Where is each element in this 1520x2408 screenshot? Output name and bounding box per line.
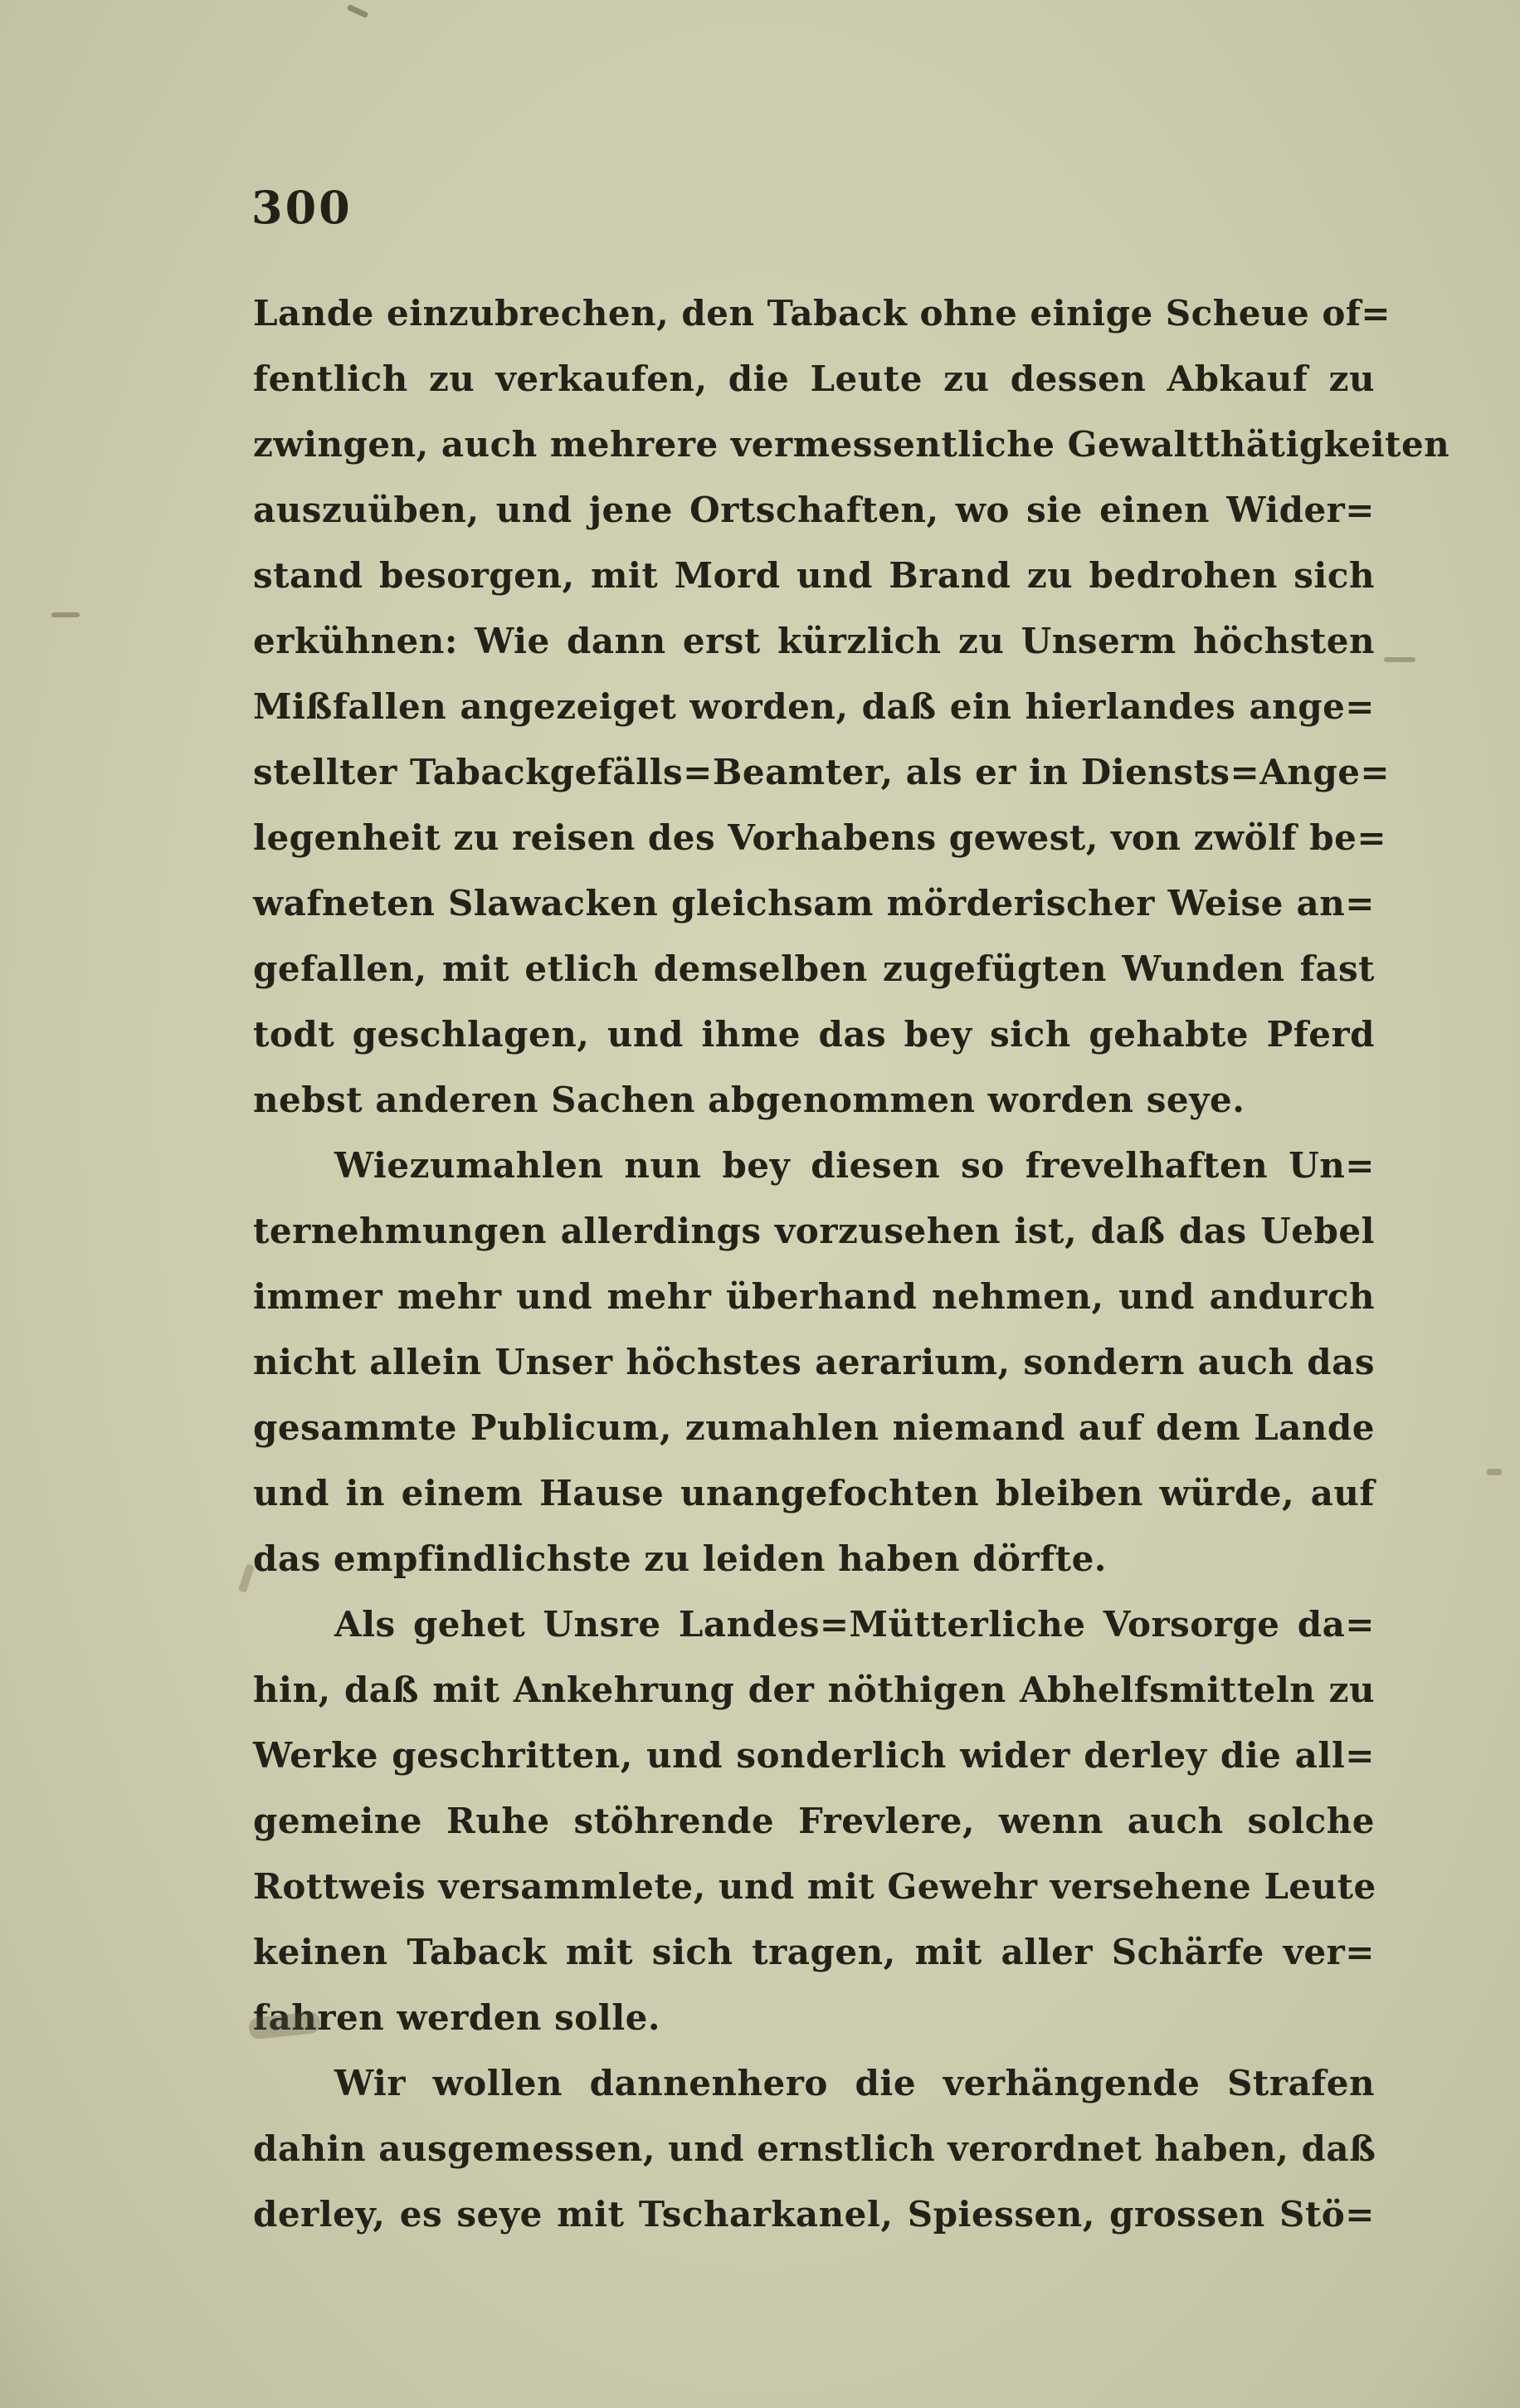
text-line: erkühnen: Wie dann erst kürzlich zu Unserm höchsten: [253, 621, 1375, 661]
text-line: Werke geschritten, und sonderlich wider derley die all=: [253, 1735, 1375, 1776]
text-line: Mißfallen angezeiget worden, daß ein hierlandes ange=: [253, 686, 1375, 727]
scan-mark: [347, 4, 369, 18]
text-line: zwingen, auch mehrere vermessentliche Gewaltthätigkeiten: [253, 424, 1450, 465]
text-line: Wiezumahlen nun bey diesen so frevelhaften Un=: [334, 1145, 1375, 1186]
text-line: gemeine Ruhe stöhrende Frevlere, wenn auch solche: [253, 1801, 1375, 1841]
text-line: das empfindlichste zu leiden haben dörfte.: [253, 1538, 1107, 1579]
text-line: immer mehr und mehr überhand nehmen, und andurch: [253, 1276, 1375, 1317]
text-line: nebst anderen Sachen abgenommen worden seye.: [253, 1080, 1245, 1120]
page-number: 300: [251, 181, 353, 234]
text-line: fahren werden solle.: [253, 1997, 660, 2038]
text-line: hin, daß mit Ankehrung der nöthigen Abhelfsmitteln zu: [253, 1670, 1375, 1710]
text-line: und in einem Hause unangefochten bleiben würde, auf: [253, 1473, 1375, 1514]
text-line: stand besorgen, mit Mord und Brand zu bedrohen sich: [253, 555, 1375, 596]
scan-mark: [1384, 657, 1415, 662]
scan-mark: [1487, 1469, 1502, 1475]
text-line: derley, es seye mit Tscharkanel, Spiessen, grossen Stö=: [253, 2194, 1375, 2235]
text-line: nicht allein Unser höchstes aerarium, sondern auch das: [253, 1342, 1375, 1382]
scan-mark: [238, 1563, 255, 1592]
text-line: Als gehet Unsre Landes=Mütterliche Vorsorge da=: [334, 1604, 1375, 1645]
text-line: todt geschlagen, und ihme das bey sich gehabte Pferd: [253, 1014, 1375, 1055]
text-line: stellter Tabackgefälls=Beamter, als er in Diensts=Ange=: [253, 752, 1391, 792]
text-line: fentlich zu verkaufen, die Leute zu dessen Abkauf zu: [253, 358, 1375, 399]
text-line: gesammte Publicum, zumahlen niemand auf dem Lande: [253, 1407, 1375, 1448]
text-line: legenheit zu reisen des Vorhabens gewest, von zwölf be=: [253, 817, 1387, 858]
text-line: Wir wollen dannenhero die verhängende Strafen: [334, 2063, 1375, 2103]
text-line: gefallen, mit etlich demselben zugefügten Wunden fast: [253, 948, 1375, 989]
text-line: Lande einzubrechen, den Taback ohne einige Scheue of=: [253, 293, 1391, 334]
text-line: dahin ausgemessen, und ernstlich verordnet haben, daß: [253, 2128, 1376, 2169]
text-block: [253, 280, 1450, 2247]
scan-mark: [51, 612, 80, 617]
text-line: Rottweis versammlete, und mit Gewehr versehene Leute: [253, 1866, 1376, 1907]
text-line: auszuüben, und jene Ortschaften, wo sie einen Wider=: [253, 490, 1375, 530]
text-line: keinen Taback mit sich tragen, mit aller Schärfe ver=: [253, 1932, 1375, 1972]
text-line: ternehmungen allerdings vorzusehen ist, daß das Uebel: [253, 1211, 1375, 1251]
text-line: wafneten Slawacken gleichsam mörderischer Weise an=: [253, 883, 1375, 924]
